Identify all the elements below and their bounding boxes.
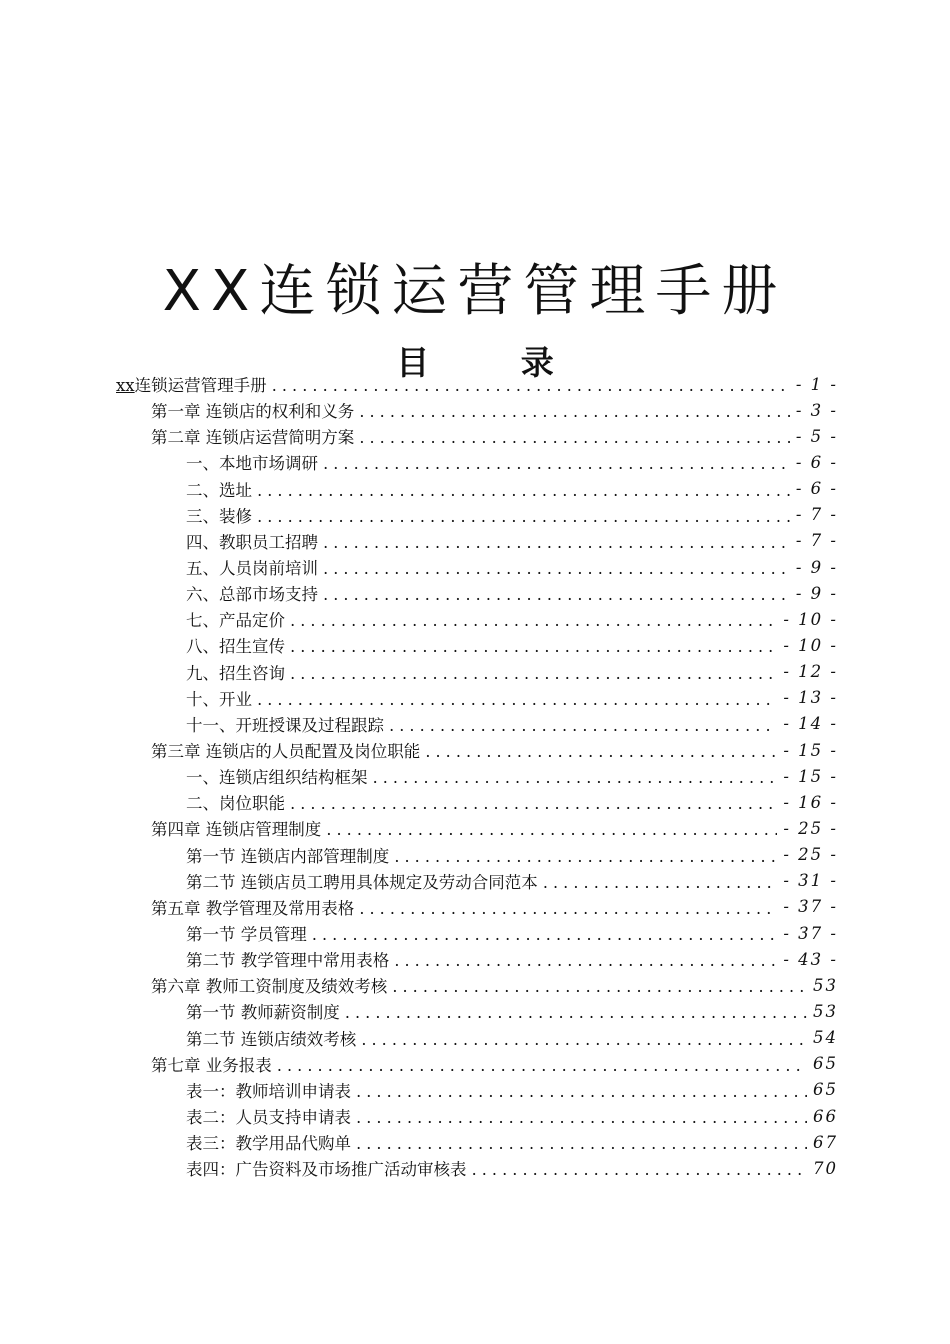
toc-entry-label: 五、人员岗前培训 bbox=[186, 559, 318, 579]
toc-entry-link[interactable] bbox=[151, 398, 790, 422]
toc-entry-prefix: xx bbox=[116, 376, 135, 396]
toc-entry-label: 一、本地市场调研 bbox=[186, 454, 318, 474]
toc-entry-link[interactable] bbox=[151, 424, 790, 448]
toc-entry-label: 表二：人员支持申请表 bbox=[186, 1108, 351, 1127]
toc-entry-link[interactable] bbox=[151, 738, 777, 762]
toc-entry-label: 表一：教师培训申请表 bbox=[186, 1081, 351, 1101]
toc-entry-row bbox=[116, 842, 838, 868]
toc-entry-link[interactable] bbox=[186, 555, 790, 579]
toc-entry-label: 连锁运营管理手册 bbox=[134, 376, 267, 396]
toc-page-number: - 15 - bbox=[783, 740, 838, 760]
toc-entry-link[interactable] bbox=[186, 581, 790, 605]
toc-entry-label: 第一章 连锁店的权利和义务 bbox=[151, 402, 355, 422]
toc-entry-row bbox=[116, 998, 838, 1024]
toc-page-number: - 3 - bbox=[795, 400, 838, 420]
toc-entry-link[interactable] bbox=[186, 477, 790, 501]
toc-page-number: - 7 - bbox=[795, 505, 838, 525]
toc-page-number: - 37 - bbox=[783, 897, 838, 917]
toc-entry-row bbox=[116, 868, 838, 894]
toc-entry-row bbox=[116, 972, 838, 998]
toc-entry-row bbox=[116, 1129, 838, 1155]
toc-entry-row bbox=[116, 449, 838, 475]
table-of-contents bbox=[116, 371, 838, 1181]
toc-entry-label: 二、岗位职能 bbox=[186, 794, 285, 814]
toc-entry-row bbox=[116, 711, 838, 737]
toc-heading: 目 录 bbox=[396, 343, 594, 383]
toc-entry-label: 三、装修 bbox=[186, 506, 252, 526]
toc-page-number: - 9 - bbox=[795, 557, 838, 577]
toc-entry-row bbox=[116, 423, 838, 449]
toc-entry-label: 一、连锁店组织结构框架 bbox=[186, 768, 368, 788]
toc-entry-label: 七、产品定价 bbox=[186, 611, 285, 631]
toc-entry-link[interactable] bbox=[186, 450, 790, 474]
document-title: XX连锁运营管理手册 bbox=[162, 258, 788, 324]
toc-entry-row bbox=[116, 659, 838, 685]
toc-entry-label: 第二节 连锁店绩效考核 bbox=[186, 1029, 357, 1049]
toc-page-number: - 12 - bbox=[783, 662, 838, 682]
toc-entry-link[interactable] bbox=[186, 633, 777, 657]
toc-entry-link[interactable] bbox=[186, 869, 777, 893]
toc-page-number: - 37 - bbox=[783, 923, 838, 943]
toc-entry-row bbox=[116, 606, 838, 632]
toc-page-number: 65 bbox=[813, 1080, 838, 1100]
toc-entry-link[interactable] bbox=[116, 372, 790, 396]
toc-entry-link[interactable] bbox=[186, 921, 777, 945]
toc-entry-link[interactable] bbox=[186, 947, 777, 971]
toc-entry-link[interactable] bbox=[186, 660, 777, 684]
toc-entry-label: 六、总部市场支持 bbox=[186, 585, 318, 605]
toc-entry-row bbox=[116, 1103, 838, 1129]
toc-entry-link[interactable] bbox=[151, 1052, 807, 1076]
toc-page-number: - 15 - bbox=[783, 766, 838, 786]
toc-entry-link[interactable] bbox=[186, 712, 777, 736]
toc-entry-label: 十、开业 bbox=[186, 689, 252, 709]
toc-entry-row bbox=[116, 815, 838, 841]
toc-entry-label: 四、教职员工招聘 bbox=[186, 532, 318, 552]
toc-entry-row bbox=[116, 476, 838, 502]
toc-page-number: 53 bbox=[813, 975, 838, 995]
toc-entry-link[interactable] bbox=[186, 843, 777, 867]
toc-page-number: - 1 - bbox=[795, 374, 838, 394]
toc-entry-row bbox=[116, 554, 838, 580]
toc-entry-row bbox=[116, 528, 838, 554]
toc-entry-link[interactable] bbox=[186, 1104, 807, 1128]
toc-entry-link[interactable] bbox=[186, 686, 777, 710]
toc-entry-row bbox=[116, 371, 838, 397]
toc-entry-row bbox=[116, 894, 838, 920]
toc-entry-link[interactable] bbox=[186, 529, 790, 553]
toc-entry-link[interactable] bbox=[186, 999, 807, 1023]
toc-entry-link[interactable] bbox=[186, 1078, 807, 1102]
toc-page-number: - 5 - bbox=[795, 426, 838, 446]
toc-page-number: - 6 - bbox=[795, 479, 838, 499]
toc-entry-row bbox=[116, 1051, 838, 1077]
toc-page-number: 66 bbox=[813, 1106, 838, 1126]
toc-page-number: - 31 - bbox=[783, 871, 838, 891]
toc-entry-row bbox=[116, 685, 838, 711]
toc-entry-label: 第五章 教学管理及常用表格 bbox=[151, 898, 355, 918]
toc-entry-label: 表三：教学用品代购单 bbox=[186, 1134, 351, 1154]
toc-page-number: - 25 - bbox=[783, 845, 838, 865]
toc-entry-label: 第六章 教师工资制度及绩效考核 bbox=[151, 977, 388, 997]
toc-entry-link[interactable] bbox=[186, 1026, 807, 1050]
toc-page-number: 53 bbox=[813, 1001, 838, 1021]
toc-entry-row bbox=[116, 632, 838, 658]
toc-entry-label: 第一节 教师薪资制度 bbox=[186, 1003, 340, 1023]
toc-page-number: - 10 - bbox=[783, 609, 838, 629]
toc-page-number: - 7 - bbox=[795, 531, 838, 551]
toc-page-number: 65 bbox=[813, 1054, 838, 1074]
toc-entry-row bbox=[116, 502, 838, 528]
toc-page-number: 70 bbox=[813, 1158, 838, 1178]
toc-entry-link[interactable] bbox=[186, 1156, 807, 1180]
toc-entry-label: 第一节 学员管理 bbox=[186, 925, 307, 945]
toc-page-number: - 14 - bbox=[783, 714, 838, 734]
toc-entry-link[interactable] bbox=[151, 973, 807, 997]
toc-page-number: - 9 - bbox=[795, 583, 838, 603]
toc-entry-link[interactable] bbox=[186, 607, 777, 631]
toc-entry-label: 表四：广告资料及市场推广活动审核表 bbox=[186, 1160, 467, 1180]
toc-page-number: - 25 - bbox=[783, 818, 838, 838]
toc-entry-label: 第四章 连锁店管理制度 bbox=[151, 820, 322, 840]
toc-entry-row bbox=[116, 737, 838, 763]
toc-entry-label: 八、招生宣传 bbox=[186, 637, 285, 657]
toc-entry-label: 二、选址 bbox=[186, 480, 252, 500]
toc-entry-row bbox=[116, 1077, 838, 1103]
toc-entry-row bbox=[116, 1155, 838, 1181]
toc-entry-row bbox=[116, 789, 838, 815]
toc-entry-row bbox=[116, 1025, 838, 1051]
toc-entry-label: 第七章 业务报表 bbox=[151, 1055, 272, 1075]
toc-entry-link[interactable] bbox=[151, 816, 777, 840]
toc-entry-label: 第一节 连锁店内部管理制度 bbox=[186, 846, 390, 866]
toc-entry-label: 第二节 教学管理中常用表格 bbox=[186, 951, 390, 971]
toc-page-number: - 16 - bbox=[783, 792, 838, 812]
toc-entry-row bbox=[116, 580, 838, 606]
toc-entry-label: 第三章 连锁店的人员配置及岗位职能 bbox=[151, 742, 421, 762]
toc-entry-label: 第二章 连锁店运营简明方案 bbox=[151, 428, 355, 448]
toc-page-number: - 6 - bbox=[795, 452, 838, 472]
toc-entry-link[interactable] bbox=[151, 895, 777, 919]
toc-entry-link[interactable] bbox=[186, 764, 777, 788]
toc-entry-link[interactable] bbox=[186, 503, 790, 527]
toc-entry-label: 第二节 连锁店员工聘用具体规定及劳动合同范本 bbox=[186, 872, 538, 892]
toc-entry-link[interactable] bbox=[186, 1130, 807, 1154]
toc-page-number: - 13 - bbox=[783, 688, 838, 708]
toc-entry-link[interactable] bbox=[186, 790, 777, 814]
toc-entry-label: 九、招生咨询 bbox=[186, 663, 285, 683]
toc-entry-label: 十一、开班授课及过程跟踪 bbox=[186, 715, 384, 735]
toc-page-number: - 10 - bbox=[783, 635, 838, 655]
toc-entry-row bbox=[116, 946, 838, 972]
toc-entry-row bbox=[116, 920, 838, 946]
toc-page-number: 67 bbox=[813, 1132, 838, 1152]
toc-page-number: 54 bbox=[813, 1028, 838, 1048]
toc-entry-row bbox=[116, 763, 838, 789]
toc-page-number: - 43 - bbox=[783, 949, 838, 969]
toc-entry-row bbox=[116, 397, 838, 423]
